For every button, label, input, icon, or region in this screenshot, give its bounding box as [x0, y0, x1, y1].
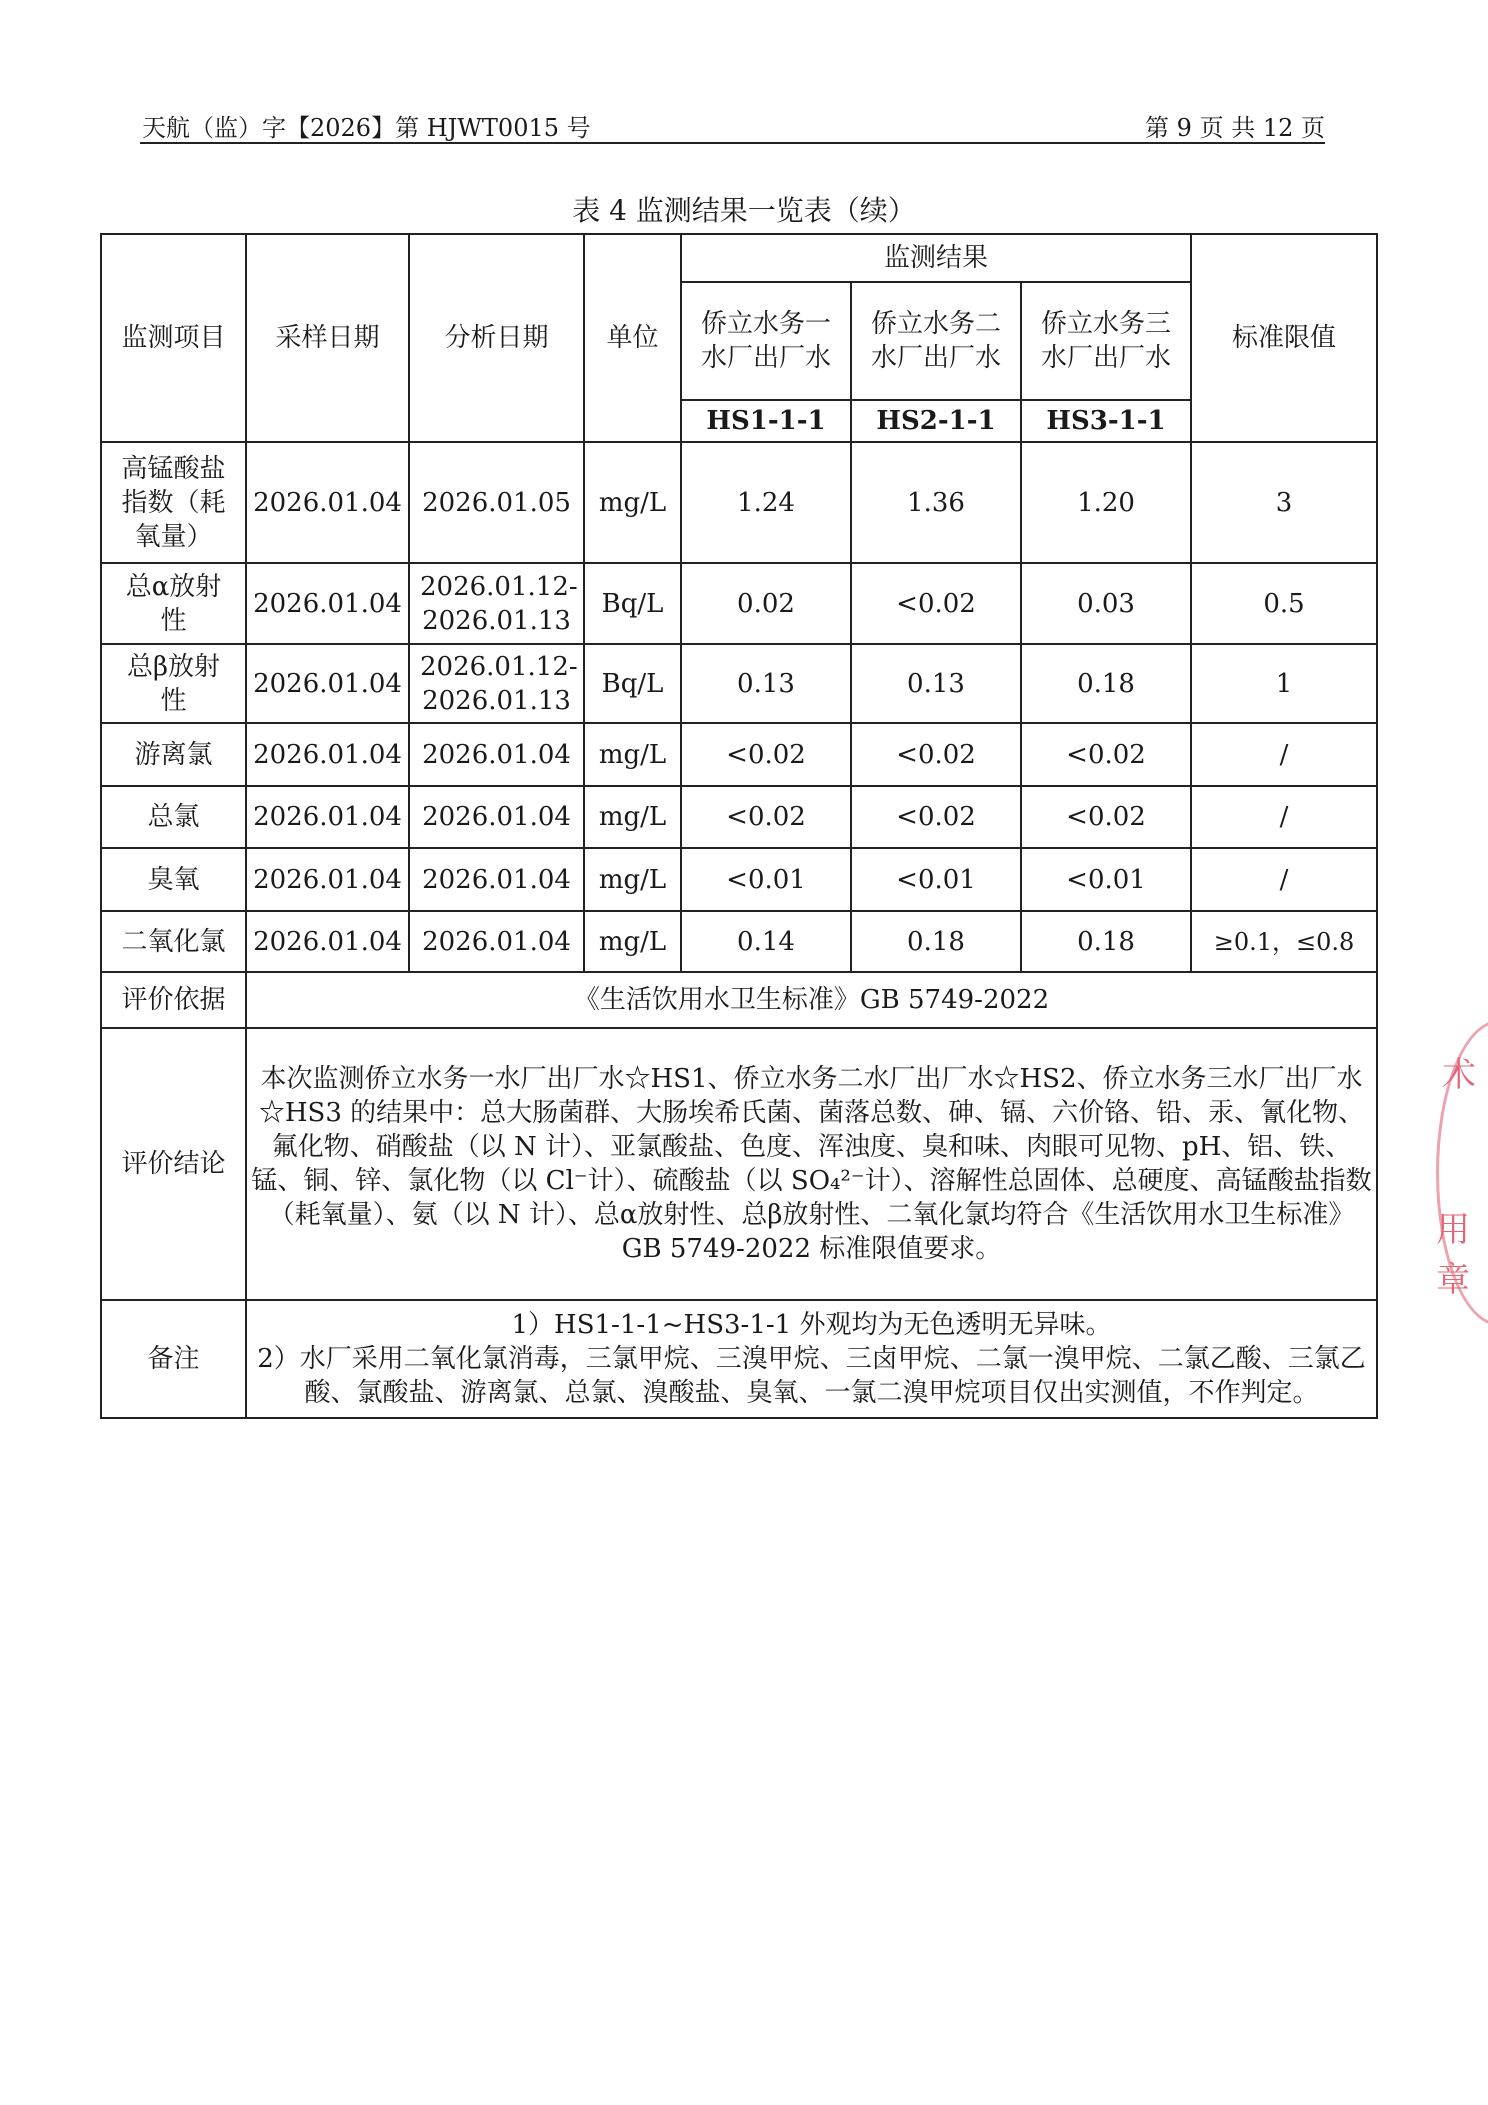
- row-sample-date: 2026.01.04: [246, 786, 409, 848]
- col-header-site1: 侨立水务一水厂出厂水: [681, 282, 851, 400]
- page-number: 第 9 页 共 12 页: [1145, 114, 1325, 142]
- table-row: [101, 848, 1377, 911]
- row-analysis-date: 2026.01.04: [409, 848, 584, 911]
- row-value-site3: <0.02: [1021, 786, 1191, 848]
- notes-label: 备注: [101, 1300, 246, 1418]
- row-sample-date: 2026.01.04: [246, 723, 409, 786]
- row-unit: mg/L: [584, 848, 681, 911]
- row-unit: Bq/L: [584, 563, 681, 644]
- row-limit: /: [1191, 723, 1377, 786]
- row-limit: /: [1191, 786, 1377, 848]
- row-value-site1: 1.24: [681, 442, 851, 563]
- official-seal: [1436, 1020, 1486, 1310]
- notes-row: [101, 1300, 1377, 1418]
- conclusion-text: 本次监测侨立水务一水厂出厂水☆HS1、侨立水务二水厂出厂水☆HS2、侨立水务三水厂出厂水☆HS3 的结果中：总大肠菌群、大肠埃希氏菌、菌落总数、砷、镉、六价铬、铅、汞、氰化物、氟化物、硝酸盐（以 N 计）、亚氯酸盐、色度、浑浊度、臭和味、肉眼可见物、pH、铝、铁、锰、铜、锌、氯化物（以 Cl⁻计）、硫酸盐（以 SO₄²⁻计）、溶解性总固体、总硬度、高锰酸盐指数（耗氧量）、氨（以 N 计）、总α放射性、总β放射性、二氧化氯均符合《生活饮用水卫生标准》GB 5749-2022 标准限值要求。: [246, 1028, 1377, 1300]
- col-header-code3: HS3-1-1: [1021, 400, 1191, 442]
- row-analysis-date: 2026.01.05: [409, 442, 584, 563]
- results-table: [100, 233, 1378, 1419]
- row-sample-date: 2026.01.04: [246, 644, 409, 723]
- row-analysis-date: 2026.01.04: [409, 911, 584, 972]
- row-sample-date: 2026.01.04: [246, 442, 409, 563]
- row-item: 总氯: [101, 786, 246, 848]
- table-row: [101, 563, 1377, 644]
- row-analysis-date: 2026.01.12-2026.01.13: [409, 563, 584, 644]
- row-value-site3: <0.02: [1021, 723, 1191, 786]
- col-header-item: 监测项目: [101, 234, 246, 442]
- col-header-limit: 标准限值: [1191, 234, 1377, 442]
- row-value-site2: 0.13: [851, 644, 1021, 723]
- row-value-site2: <0.02: [851, 723, 1021, 786]
- document-number: 天航（监）字【2026】第 HJWT0015 号: [142, 114, 591, 142]
- row-analysis-date: 2026.01.04: [409, 786, 584, 848]
- row-unit: Bq/L: [584, 644, 681, 723]
- table-row: [101, 786, 1377, 848]
- row-limit: 0.5: [1191, 563, 1377, 644]
- row-limit: 3: [1191, 442, 1377, 563]
- table-row: [101, 723, 1377, 786]
- table-row: [101, 644, 1377, 723]
- col-header-sample-date: 采样日期: [246, 234, 409, 442]
- row-value-site1: <0.02: [681, 723, 851, 786]
- table-row: [101, 442, 1377, 563]
- row-value-site3: <0.01: [1021, 848, 1191, 911]
- row-sample-date: 2026.01.04: [246, 911, 409, 972]
- notes-line-1: 1）HS1-1-1~HS3-1-1 外观均为无色透明无异味。: [511, 1310, 1112, 1340]
- row-value-site3: 0.18: [1021, 644, 1191, 723]
- col-header-site2: 侨立水务二水厂出厂水: [851, 282, 1021, 400]
- row-value-site3: 0.18: [1021, 911, 1191, 972]
- row-value-site1: <0.02: [681, 786, 851, 848]
- col-header-analysis-date: 分析日期: [409, 234, 584, 442]
- row-unit: mg/L: [584, 723, 681, 786]
- row-item: 总β放射性: [101, 644, 246, 723]
- row-value-site1: 0.14: [681, 911, 851, 972]
- conclusion-row: [101, 1028, 1377, 1300]
- row-value-site1: <0.01: [681, 848, 851, 911]
- row-unit: mg/L: [584, 786, 681, 848]
- conclusion-label: 评价结论: [101, 1028, 246, 1300]
- basis-row: [101, 972, 1377, 1028]
- table-row: [101, 911, 1377, 972]
- row-item: 臭氧: [101, 848, 246, 911]
- row-item: 总α放射性: [101, 563, 246, 644]
- row-value-site2: <0.01: [851, 848, 1021, 911]
- row-item: 二氧化氯: [101, 911, 246, 972]
- row-limit: /: [1191, 848, 1377, 911]
- row-value-site2: <0.02: [851, 563, 1021, 644]
- col-header-code1: HS1-1-1: [681, 400, 851, 442]
- col-header-site3: 侨立水务三水厂出厂水: [1021, 282, 1191, 400]
- col-header-unit: 单位: [584, 234, 681, 442]
- row-limit: ≥0.1，≤0.8: [1191, 911, 1377, 972]
- table-title: 表 4 监测结果一览表（续）: [572, 194, 916, 227]
- col-header-results: 监测结果: [681, 234, 1191, 282]
- row-analysis-date: 2026.01.12-2026.01.13: [409, 644, 584, 723]
- seal-text-bottom: 用章: [1436, 1210, 1470, 1300]
- row-value-site2: <0.02: [851, 786, 1021, 848]
- row-value-site1: 0.02: [681, 563, 851, 644]
- row-value-site2: 1.36: [851, 442, 1021, 563]
- row-unit: mg/L: [584, 911, 681, 972]
- seal-text-top: 术: [1442, 1055, 1476, 1095]
- notes-cell: [246, 1300, 1377, 1418]
- col-header-code2: HS2-1-1: [851, 400, 1021, 442]
- row-value-site2: 0.18: [851, 911, 1021, 972]
- row-sample-date: 2026.01.04: [246, 563, 409, 644]
- basis-label: 评价依据: [101, 972, 246, 1028]
- row-unit: mg/L: [584, 442, 681, 563]
- row-analysis-date: 2026.01.04: [409, 723, 584, 786]
- row-item: 高锰酸盐指数（耗氧量）: [101, 442, 246, 563]
- row-sample-date: 2026.01.04: [246, 848, 409, 911]
- row-value-site1: 0.13: [681, 644, 851, 723]
- row-item: 游离氯: [101, 723, 246, 786]
- basis-text: 《生活饮用水卫生标准》GB 5749-2022: [246, 972, 1377, 1028]
- row-limit: 1: [1191, 644, 1377, 723]
- page-header: [140, 106, 1325, 144]
- row-value-site3: 0.03: [1021, 563, 1191, 644]
- notes-line-2: 2）水厂采用二氧化氯消毒，三氯甲烷、三溴甲烷、三卤甲烷、二氯一溴甲烷、二氯乙酸、三氯乙酸、氯酸盐、游离氯、总氯、溴酸盐、臭氧、一氯二溴甲烷项目仅出实测值，不作判定。: [257, 1344, 1366, 1408]
- row-value-site3: 1.20: [1021, 442, 1191, 563]
